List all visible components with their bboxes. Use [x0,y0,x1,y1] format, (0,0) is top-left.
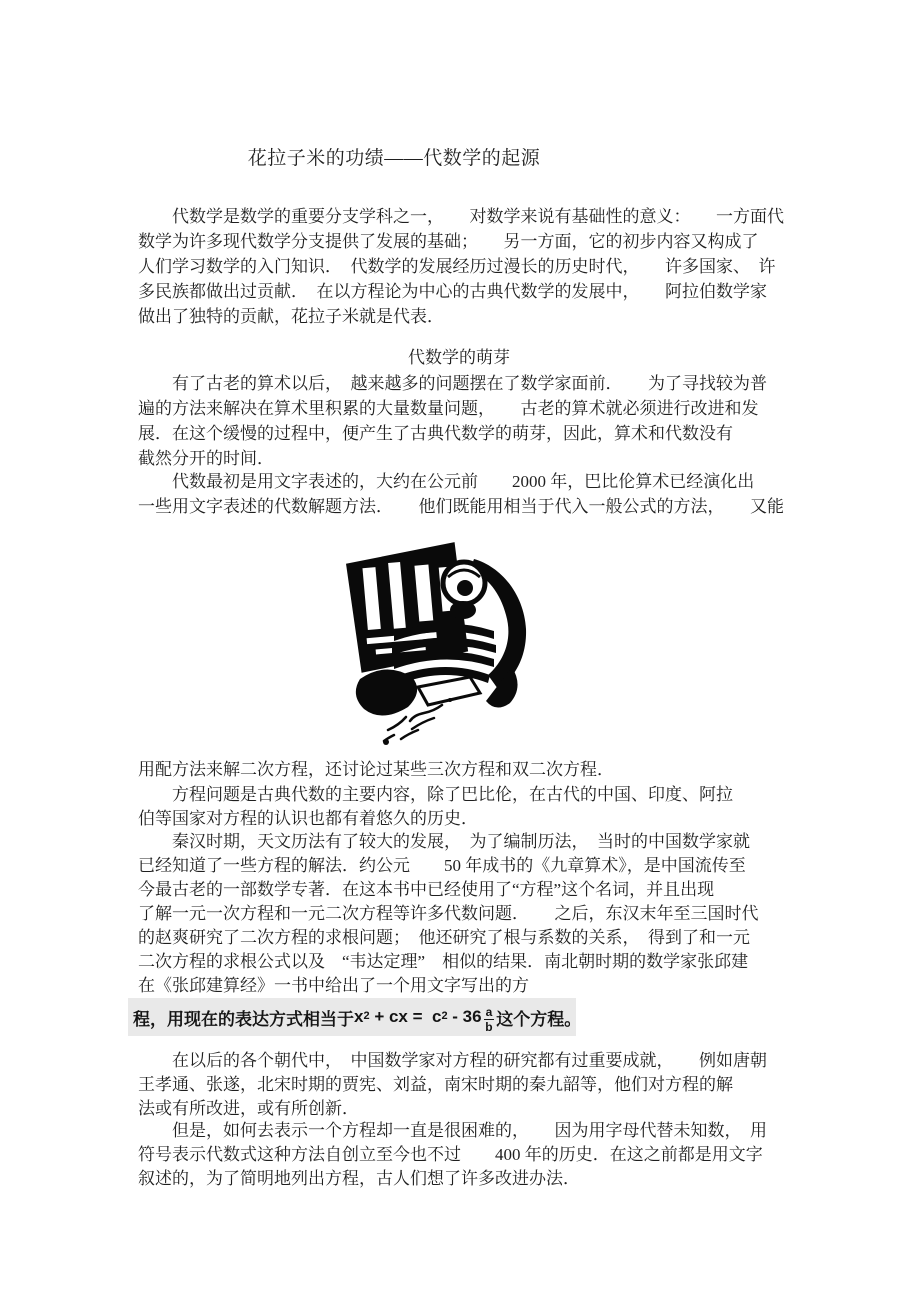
text-line: 在《张邱建算经》一书中给出了一个用文字写出的方 [138,976,529,995]
text-line: 符号表示代数式这种方法自创立至今也不过 400 年的历史．在这之前都是用文字 [138,1145,763,1164]
text-line: 人们学习数学的入门知识． 代数学的发展经历过漫长的历史时代， 许多国家、 许 [138,257,776,276]
equation-text-after: 这个方程。 [496,1009,582,1029]
paragraph-equations-history [138,783,733,831]
text-line: 法或有所改进，或有所创新． [138,1099,359,1118]
text-line: 做出了独特的贡献，花拉子米就是代表． [138,307,444,326]
equation-middle: + cx = [369,1007,432,1026]
equation-line: 程，用现在的表达方式相当于 x $^2$ + cx = c $^2$ - 36 $\frac{a}{b}$ 这个方程。 [128,998,576,1036]
text-line: 的赵爽研究了二次方程的求根问题； 他还研究了根与系数的关系， 得到了和一元 [138,928,750,947]
equation-term-c: c [431,1007,442,1026]
text-line: 了解一元一次方程和一元二次方程等许多代数问题． 之后，东汉末年至三国时代 [138,904,759,923]
text-line: 方程问题是古典代数的主要内容，除了巴比伦，在古代的中国、印度、阿拉 [138,785,733,804]
text-line: 多民族都做出过贡献． 在以方程论为中心的古典代数学的发展中， 阿拉伯数学家 [138,282,767,301]
paragraph-intro [138,204,784,329]
text-line: 叙述的，为了简明地列出方程，古人们想了许多改进办法． [138,1169,580,1188]
fraction-denominator: b [485,1019,493,1034]
paragraph-continuation [138,757,614,782]
scholar-woodcut-illustration [342,537,532,745]
text-line: 截然分开的时间． [138,449,274,468]
equation-coefficient: - 36 [447,1007,482,1026]
text-line: 有了古老的算术以后， 越来越多的问题摆在了数学家面前． 为了寻找较为普 [138,374,767,393]
text-line: 代数最初是用文字表述的，大约在公元前 2000 年，巴比伦算术已经演化出 [138,472,755,491]
fraction-numerator: a [485,1004,493,1019]
text-line: 在以后的各个朝代中， 中国数学家对方程的研究都有过重要成就， 例如唐朝 [138,1051,767,1070]
text-line: 用配方法来解二次方程，还讨论过某些三次方程和双二次方程． [138,760,614,779]
text-line: 今最古老的一部数学专著．在这本书中已经使用了“方程”这个名词，并且出现 [138,880,715,899]
text-line: 数学为许多现代数学分支提供了发展的基础； 另一方面，它的初步内容又构成了 [138,232,759,251]
text-line: 已经知道了一些方程的解法．约公元 50 年成书的《九章算术》，是中国流传至 [138,856,746,875]
text-line: 展．在这个缓慢的过程中，便产生了古典代数学的萌芽，因此，算术和代数没有 [138,424,733,443]
text-line: 代数学是数学的重要分支学科之一， 对数学来说有基础性的意义： 一方面代 [138,207,784,226]
page-title: 花拉子米的功绩——代数学的起源 [247,148,541,169]
fraction-a-over-b [484,1006,495,1033]
text-line: 伯等国家对方程的认识也都有着悠久的历史． [138,809,478,828]
text-column [133,0,788,1303]
text-line: 秦汉时期，天文历法有了较大的发展， 为了编制历法， 当时的中国数学家就 [138,832,750,851]
text-line: 一些用文字表述的代数解题方法． 他们既能用相当于代入一般公式的方法， 又能 [138,497,784,516]
section-heading: 代数学的萌芽 [408,348,510,367]
paragraph-china-qinhan [138,830,759,998]
paragraph-notation [138,1119,767,1191]
text-line: 二次方程的求根公式以及 “韦达定理” 相似的结果．南北朝时期的数学家张邱建 [138,952,749,971]
paragraph-dynasties [138,1049,767,1121]
equation-term-x: x [354,1007,364,1026]
paragraph-sprout [138,371,767,471]
paragraph-babylon [138,469,784,519]
equation-text-before: 程，用现在的表达方式相当于 [133,1009,354,1029]
text-line: 王孝通、张遂，北宋时期的贾宪、刘益，南宋时期的秦九韶等，他们对方程的解 [138,1075,733,1094]
text-line: 但是，如何去表示一个方程却一直是很困难的， 因为用字母代替未知数， 用 [138,1121,767,1140]
text-line: 遍的方法来解决在算术里积累的大量数量问题， 古老的算术就必须进行改进和发 [138,399,759,418]
